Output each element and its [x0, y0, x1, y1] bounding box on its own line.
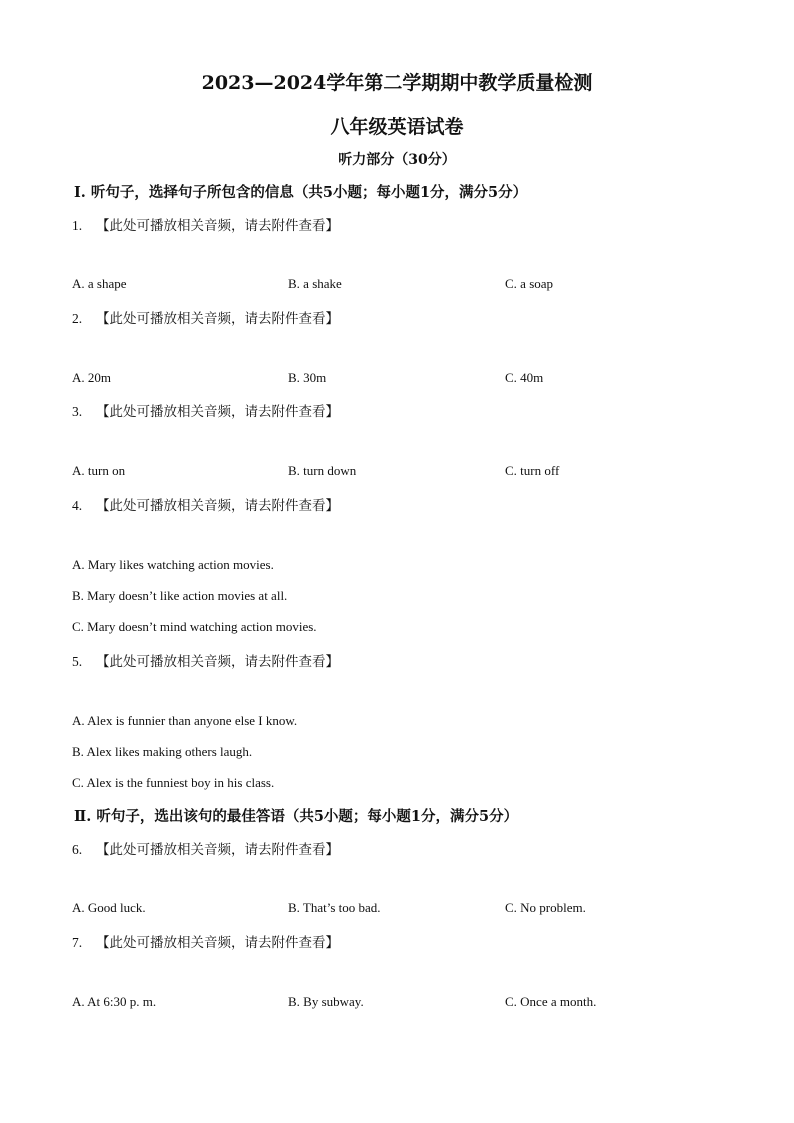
- q1-option-b: B. a shake: [288, 276, 342, 291]
- audio-note: 【此处可播放相关音频，请去附件查看】: [96, 404, 339, 420]
- question-number: 6.: [72, 842, 83, 857]
- q7-option-a: A. At 6:30 p. m.: [72, 994, 157, 1009]
- question-2: [72, 307, 339, 327]
- q5-option-a: A. Alex is funnier than anyone else I know.: [72, 713, 298, 728]
- exam-subtitle: 八年级英语试卷: [330, 116, 464, 138]
- question-6: [72, 838, 339, 858]
- q2-option-a: A. 20m: [72, 370, 111, 385]
- question-number: 4.: [72, 498, 83, 513]
- exam-title: 2023—2024学年第二学期期中教学质量检测: [201, 72, 593, 94]
- question-7: [72, 931, 339, 951]
- q2-option-c: C. 40m: [505, 370, 544, 385]
- audio-note: 【此处可播放相关音频，请去附件查看】: [96, 498, 339, 514]
- q4-option-a: A. Mary likes watching action movies.: [72, 557, 274, 572]
- q4-option-b: B. Mary doesn’t like action movies at all.: [72, 588, 288, 603]
- q1-option-c: C. a soap: [505, 276, 554, 291]
- q5-option-b: B. Alex likes making others laugh.: [72, 744, 253, 759]
- q5-option-c: C. Alex is the funniest boy in his class.: [72, 775, 275, 790]
- question-1: [72, 214, 339, 234]
- q7-option-c: C. Once a month.: [505, 994, 597, 1009]
- q3-option-b: B. turn down: [288, 463, 357, 478]
- question-number: 3.: [72, 404, 83, 419]
- section-1-heading: Ⅰ. 听句子，选择句子所包含的信息（共5小题；每小题1分，满分5分）: [74, 184, 528, 201]
- audio-note: 【此处可播放相关音频，请去附件查看】: [96, 842, 339, 858]
- audio-note: 【此处可播放相关音频，请去附件查看】: [96, 311, 339, 327]
- section-2-heading: Ⅱ. 听句子，选出该句的最佳答语（共5小题；每小题1分，满分5分）: [74, 808, 519, 825]
- audio-note: 【此处可播放相关音频，请去附件查看】: [96, 935, 339, 951]
- q3-option-c: C. turn off: [505, 463, 560, 478]
- question-5: [72, 650, 339, 670]
- question-number: 7.: [72, 935, 83, 950]
- question-number: 1.: [72, 218, 83, 233]
- q7-option-b: B. By subway.: [288, 994, 364, 1009]
- q6-option-a: A. Good luck.: [72, 900, 146, 915]
- q2-option-b: B. 30m: [288, 370, 327, 385]
- question-3: [72, 400, 339, 420]
- audio-note: 【此处可播放相关音频，请去附件查看】: [96, 218, 339, 234]
- part-heading: 听力部分（30分）: [338, 152, 456, 168]
- q6-option-b: B. That’s too bad.: [288, 900, 381, 915]
- q3-option-a: A. turn on: [72, 463, 126, 478]
- question-number: 5.: [72, 654, 83, 669]
- question-number: 2.: [72, 311, 83, 326]
- question-4: [72, 494, 339, 514]
- audio-note: 【此处可播放相关音频，请去附件查看】: [96, 654, 339, 670]
- q4-option-c: C. Mary doesn’t mind watching action movies.: [72, 619, 317, 634]
- q6-option-c: C. No problem.: [505, 900, 586, 915]
- q1-option-a: A. a shape: [72, 276, 127, 291]
